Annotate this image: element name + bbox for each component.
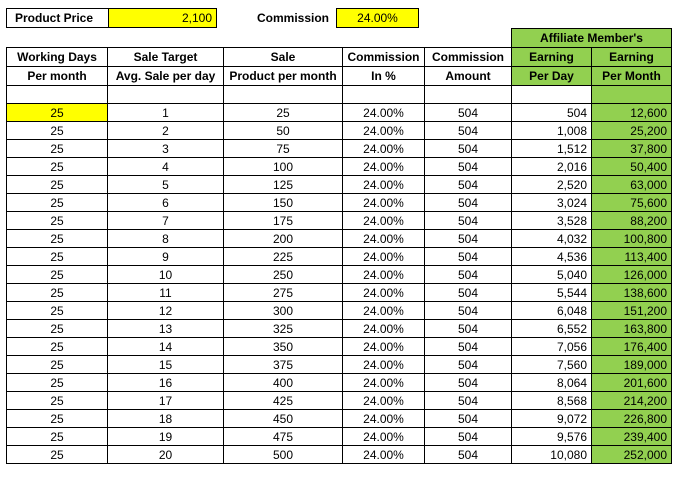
cell-earning-per-month[interactable]: 88,200 xyxy=(592,212,672,230)
cell-commission-amount[interactable]: 504 xyxy=(425,320,512,338)
header-earning-per-day: Per Day xyxy=(512,67,592,86)
cell-earning-per-day[interactable]: 1,008 xyxy=(512,122,592,140)
cell-commission-amount[interactable]: 504 xyxy=(425,356,512,374)
cell-sale-target[interactable]: 3 xyxy=(108,140,224,158)
table-row xyxy=(7,266,672,284)
header-sale: Product per month xyxy=(224,67,343,86)
cell-earning-per-day[interactable]: 7,056 xyxy=(512,338,592,356)
commission-value[interactable]: 24.00% xyxy=(336,8,419,28)
cell-commission-amount[interactable]: 504 xyxy=(425,122,512,140)
header-row-1 xyxy=(7,48,672,67)
cell-sale-target[interactable]: 6 xyxy=(108,194,224,212)
table-row xyxy=(7,194,672,212)
cell-sale[interactable]: 75 xyxy=(224,140,343,158)
cell-commission-pct[interactable]: 24.00% xyxy=(343,284,425,302)
cell-working-days[interactable]: 25 xyxy=(7,320,108,338)
header-commission-amount: Commission xyxy=(425,48,512,67)
cell-sale[interactable]: 150 xyxy=(224,194,343,212)
cell-commission-amount[interactable]: 504 xyxy=(425,140,512,158)
header-commission-pct: In % xyxy=(343,67,425,86)
cell-commission-pct[interactable]: 24.00% xyxy=(343,230,425,248)
cell-sale[interactable]: 275 xyxy=(224,284,343,302)
cell-earning-per-month[interactable]: 75,600 xyxy=(592,194,672,212)
cell-earning-per-day[interactable]: 3,024 xyxy=(512,194,592,212)
cell-sale-target[interactable]: 11 xyxy=(108,284,224,302)
table-row xyxy=(7,410,672,428)
cell-earning-per-day[interactable]: 10,080 xyxy=(512,446,592,464)
cell-commission-amount[interactable]: 504 xyxy=(425,338,512,356)
cell-sale[interactable]: 25 xyxy=(224,104,343,122)
commission-table xyxy=(6,28,672,464)
cell-commission-amount[interactable]: 504 xyxy=(425,302,512,320)
cell-sale-target[interactable]: 5 xyxy=(108,176,224,194)
cell-sale-target[interactable]: 9 xyxy=(108,248,224,266)
cell-working-days[interactable]: 25 xyxy=(7,410,108,428)
cell-commission-pct[interactable]: 24.00% xyxy=(343,122,425,140)
table-row xyxy=(7,428,672,446)
table-row xyxy=(7,140,672,158)
empty-cell[interactable] xyxy=(512,86,592,104)
table-row xyxy=(7,302,672,320)
cell-working-days[interactable]: 25 xyxy=(7,266,108,284)
table-row xyxy=(7,284,672,302)
cell-commission-pct[interactable]: 24.00% xyxy=(343,320,425,338)
cell-working-days[interactable]: 25 xyxy=(7,158,108,176)
table-row xyxy=(7,446,672,464)
cell-commission-pct[interactable]: 24.00% xyxy=(343,356,425,374)
cell-earning-per-month[interactable]: 189,000 xyxy=(592,356,672,374)
cell-commission-pct[interactable]: 24.00% xyxy=(343,248,425,266)
table-row xyxy=(7,158,672,176)
cell-earning-per-month[interactable]: 50,400 xyxy=(592,158,672,176)
table-row xyxy=(7,248,672,266)
empty-row xyxy=(7,86,672,104)
header-sale: Sale xyxy=(224,48,343,67)
cell-commission-amount[interactable]: 504 xyxy=(425,392,512,410)
empty-cell[interactable] xyxy=(7,86,108,104)
cell-working-days[interactable]: 25 xyxy=(7,176,108,194)
cell-sale[interactable]: 50 xyxy=(224,122,343,140)
cell-commission-amount[interactable]: 504 xyxy=(425,410,512,428)
cell-commission-pct[interactable]: 24.00% xyxy=(343,176,425,194)
cell-sale-target[interactable]: 20 xyxy=(108,446,224,464)
cell-commission-amount[interactable]: 504 xyxy=(425,428,512,446)
cell-commission-amount[interactable]: 504 xyxy=(425,446,512,464)
cell-commission-pct[interactable]: 24.00% xyxy=(343,338,425,356)
table-row xyxy=(7,104,672,122)
cell-earning-per-month[interactable]: 176,400 xyxy=(592,338,672,356)
table-body xyxy=(7,104,672,464)
cell-sale[interactable]: 475 xyxy=(224,428,343,446)
cell-working-days[interactable]: 25 xyxy=(7,248,108,266)
cell-sale-target[interactable]: 8 xyxy=(108,230,224,248)
header-earning-per-day: Earning xyxy=(512,48,592,67)
header-row-2 xyxy=(7,67,672,86)
header-sale-target: Avg. Sale per day xyxy=(108,67,224,86)
cell-earning-per-day[interactable]: 8,568 xyxy=(512,392,592,410)
cell-earning-per-month[interactable]: 151,200 xyxy=(592,302,672,320)
cell-earning-per-month[interactable]: 12,600 xyxy=(592,104,672,122)
cell-working-days[interactable]: 25 xyxy=(7,302,108,320)
cell-earning-per-month[interactable]: 25,200 xyxy=(592,122,672,140)
cell-earning-per-month[interactable]: 113,400 xyxy=(592,248,672,266)
cell-earning-per-day[interactable]: 4,536 xyxy=(512,248,592,266)
table-row xyxy=(7,392,672,410)
cell-sale[interactable]: 125 xyxy=(224,176,343,194)
cell-commission-amount[interactable]: 504 xyxy=(425,248,512,266)
cell-earning-per-day[interactable]: 6,048 xyxy=(512,302,592,320)
header-working-days: Per month xyxy=(7,67,108,86)
cell-commission-amount[interactable]: 504 xyxy=(425,266,512,284)
cell-working-days[interactable]: 25 xyxy=(7,356,108,374)
cell-sale-target[interactable]: 15 xyxy=(108,356,224,374)
cell-working-days[interactable]: 25 xyxy=(7,140,108,158)
cell-commission-amount[interactable]: 504 xyxy=(425,212,512,230)
cell-working-days[interactable]: 25 xyxy=(7,122,108,140)
cell-commission-pct[interactable]: 24.00% xyxy=(343,428,425,446)
cell-earning-per-month[interactable]: 63,000 xyxy=(592,176,672,194)
cell-commission-pct[interactable]: 24.00% xyxy=(343,266,425,284)
cell-working-days[interactable]: 25 xyxy=(7,212,108,230)
table-row xyxy=(7,176,672,194)
cell-sale[interactable]: 175 xyxy=(224,212,343,230)
cell-sale-target[interactable]: 18 xyxy=(108,410,224,428)
cell-sale-target[interactable]: 13 xyxy=(108,320,224,338)
cell-earning-per-month[interactable]: 138,600 xyxy=(592,284,672,302)
cell-earning-per-month[interactable]: 37,800 xyxy=(592,140,672,158)
header-sale-target: Sale Target xyxy=(108,48,224,67)
cell-earning-per-day[interactable]: 2,520 xyxy=(512,176,592,194)
group-header-spacer xyxy=(7,29,512,48)
cell-earning-per-month[interactable]: 226,800 xyxy=(592,410,672,428)
empty-cell[interactable] xyxy=(343,86,425,104)
empty-cell[interactable] xyxy=(592,86,672,104)
cell-sale[interactable]: 250 xyxy=(224,266,343,284)
cell-earning-per-day[interactable]: 4,032 xyxy=(512,230,592,248)
header-earning-per-month: Earning xyxy=(592,48,672,67)
cell-sale-target[interactable]: 16 xyxy=(108,374,224,392)
cell-earning-per-day[interactable]: 8,064 xyxy=(512,374,592,392)
cell-working-days[interactable]: 25 xyxy=(7,392,108,410)
cell-commission-pct[interactable]: 24.00% xyxy=(343,104,425,122)
affiliate-group-header: Affiliate Member's xyxy=(512,29,672,48)
cell-sale-target[interactable]: 14 xyxy=(108,338,224,356)
cell-earning-per-day[interactable]: 504 xyxy=(512,104,592,122)
header-earning-per-month: Per Month xyxy=(592,67,672,86)
cell-earning-per-month[interactable]: 201,600 xyxy=(592,374,672,392)
cell-working-days[interactable]: 25 xyxy=(7,194,108,212)
table-row xyxy=(7,230,672,248)
cell-commission-pct[interactable]: 24.00% xyxy=(343,158,425,176)
empty-cell[interactable] xyxy=(224,86,343,104)
cell-commission-amount[interactable]: 504 xyxy=(425,104,512,122)
cell-sale-target[interactable]: 19 xyxy=(108,428,224,446)
table-row xyxy=(7,212,672,230)
cell-earning-per-day[interactable]: 2,016 xyxy=(512,158,592,176)
cell-sale[interactable]: 300 xyxy=(224,302,343,320)
table-row xyxy=(7,338,672,356)
table-row xyxy=(7,356,672,374)
cell-commission-pct[interactable]: 24.00% xyxy=(343,140,425,158)
cell-working-days[interactable]: 25 xyxy=(7,374,108,392)
cell-sale[interactable]: 400 xyxy=(224,374,343,392)
cell-commission-pct[interactable]: 24.00% xyxy=(343,446,425,464)
cell-earning-per-month[interactable]: 214,200 xyxy=(592,392,672,410)
cell-sale-target[interactable]: 12 xyxy=(108,302,224,320)
cell-working-days[interactable]: 25 xyxy=(7,284,108,302)
product-price-label: Product Price xyxy=(6,8,109,28)
cell-earning-per-month[interactable]: 100,800 xyxy=(592,230,672,248)
cell-sale-target[interactable]: 10 xyxy=(108,266,224,284)
cell-sale-target[interactable]: 2 xyxy=(108,122,224,140)
header-commission-pct: Commission xyxy=(343,48,425,67)
cell-working-days[interactable]: 25 xyxy=(7,104,108,122)
cell-sale[interactable]: 450 xyxy=(224,410,343,428)
cell-sale[interactable]: 500 xyxy=(224,446,343,464)
cell-sale[interactable]: 100 xyxy=(224,158,343,176)
cell-earning-per-day[interactable]: 6,552 xyxy=(512,320,592,338)
table-row xyxy=(7,320,672,338)
cell-working-days[interactable]: 25 xyxy=(7,446,108,464)
cell-commission-pct[interactable]: 24.00% xyxy=(343,212,425,230)
table-row xyxy=(7,374,672,392)
cell-working-days[interactable]: 25 xyxy=(7,338,108,356)
cell-earning-per-day[interactable]: 9,576 xyxy=(512,428,592,446)
cell-sale-target[interactable]: 1 xyxy=(108,104,224,122)
cell-earning-per-month[interactable]: 163,800 xyxy=(592,320,672,338)
cell-earning-per-month[interactable]: 239,400 xyxy=(592,428,672,446)
cell-commission-pct[interactable]: 24.00% xyxy=(343,302,425,320)
cell-commission-amount[interactable]: 504 xyxy=(425,374,512,392)
table-row xyxy=(7,122,672,140)
cell-commission-pct[interactable]: 24.00% xyxy=(343,392,425,410)
cell-sale[interactable]: 350 xyxy=(224,338,343,356)
cell-sale-target[interactable]: 7 xyxy=(108,212,224,230)
cell-working-days[interactable]: 25 xyxy=(7,230,108,248)
cell-earning-per-month[interactable]: 126,000 xyxy=(592,266,672,284)
cell-commission-amount[interactable]: 504 xyxy=(425,194,512,212)
cell-commission-pct[interactable]: 24.00% xyxy=(343,374,425,392)
cell-sale-target[interactable]: 4 xyxy=(108,158,224,176)
cell-commission-amount[interactable]: 504 xyxy=(425,176,512,194)
cell-sale[interactable]: 325 xyxy=(224,320,343,338)
cell-commission-amount[interactable]: 504 xyxy=(425,158,512,176)
cell-commission-amount[interactable]: 504 xyxy=(425,284,512,302)
cell-earning-per-month[interactable]: 252,000 xyxy=(592,446,672,464)
group-header-row xyxy=(7,29,672,48)
cell-commission-pct[interactable]: 24.00% xyxy=(343,410,425,428)
cell-earning-per-day[interactable]: 3,528 xyxy=(512,212,592,230)
cell-working-days[interactable]: 25 xyxy=(7,428,108,446)
cell-commission-amount[interactable]: 504 xyxy=(425,230,512,248)
product-price-value[interactable]: 2,100 xyxy=(108,8,217,28)
commission-label: Commission xyxy=(257,11,330,25)
cell-sale[interactable]: 200 xyxy=(224,230,343,248)
cell-earning-per-day[interactable]: 9,072 xyxy=(512,410,592,428)
cell-earning-per-day[interactable]: 5,040 xyxy=(512,266,592,284)
cell-earning-per-day[interactable]: 5,544 xyxy=(512,284,592,302)
empty-cell[interactable] xyxy=(108,86,224,104)
cell-sale[interactable]: 375 xyxy=(224,356,343,374)
cell-commission-pct[interactable]: 24.00% xyxy=(343,194,425,212)
cell-earning-per-day[interactable]: 1,512 xyxy=(512,140,592,158)
header-working-days: Working Days xyxy=(7,48,108,67)
header-commission-amount: Amount xyxy=(425,67,512,86)
cell-sale[interactable]: 225 xyxy=(224,248,343,266)
empty-cell[interactable] xyxy=(425,86,512,104)
cell-sale-target[interactable]: 17 xyxy=(108,392,224,410)
cell-sale[interactable]: 425 xyxy=(224,392,343,410)
cell-earning-per-day[interactable]: 7,560 xyxy=(512,356,592,374)
